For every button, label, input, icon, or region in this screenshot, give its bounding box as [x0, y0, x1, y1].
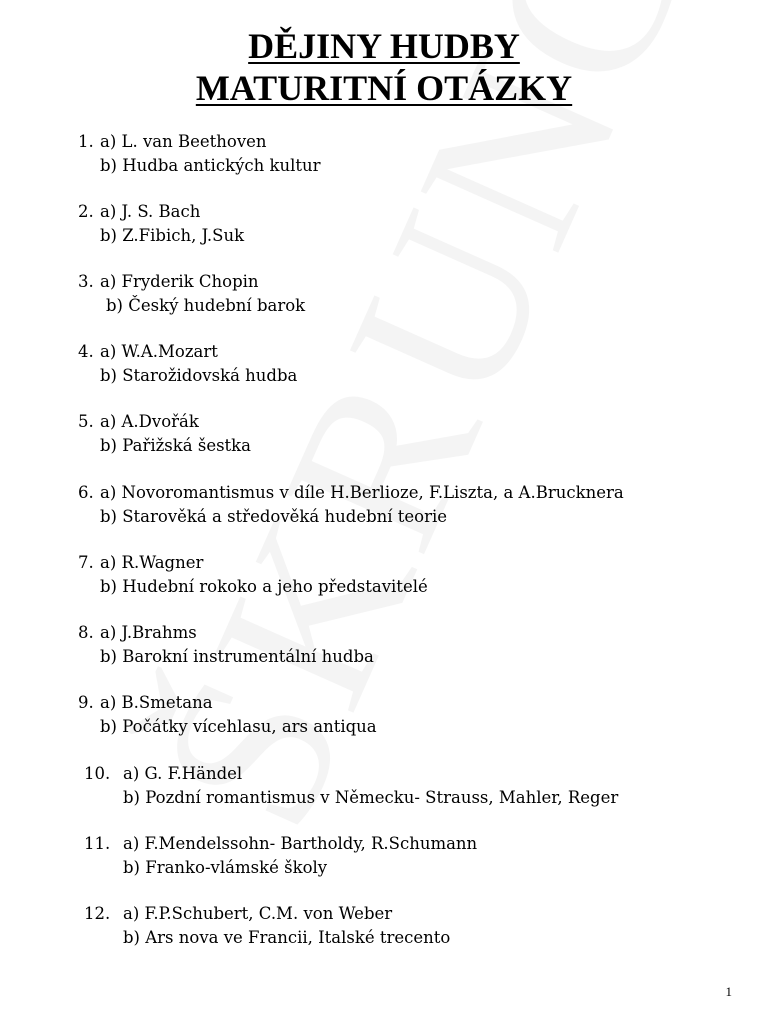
question-part-b: b) Starožidovská hudba	[100, 366, 298, 385]
question-number: 5.	[78, 412, 94, 431]
question-part-a: a) A.Dvořák	[100, 412, 199, 431]
question-part-b: b) Hudební rokoko a jeho představitelé	[100, 577, 428, 596]
question-part-a: a) L. van Beethoven	[100, 132, 267, 151]
question-part-a: a) B.Smetana	[100, 693, 213, 712]
question-part-b: b) Z.Fibich, J.Suk	[100, 226, 245, 245]
question-part-a: a) R.Wagner	[100, 553, 204, 572]
question-number: 12.	[84, 904, 111, 923]
question-part-b: b) Počátky vícehlasu, ars antiqua	[100, 717, 377, 736]
question-number: 4.	[78, 342, 94, 361]
question-part-a: a) G. F.Händel	[123, 764, 243, 783]
question-part-a: a) J.Brahms	[100, 623, 197, 642]
question-part-b: b) Hudba antických kultur	[100, 156, 321, 175]
watermark	[104, 61, 655, 863]
question-part-b: b) Franko-vlámské školy	[123, 858, 328, 877]
question-number: 10.	[84, 764, 111, 783]
question-part-a: a) F.P.Schubert, C.M. von Weber	[123, 904, 393, 923]
question-number: 9.	[78, 693, 94, 712]
question-number: 1.	[78, 132, 94, 151]
question-number: 3.	[78, 272, 94, 291]
question-part-a: a) Fryderik Chopin	[100, 272, 259, 291]
question-part-b: b) Barokní instrumentální hudba	[100, 647, 374, 666]
question-part-b: b) Starověká a středověká hudební teorie	[100, 507, 448, 526]
page-title: DĚJINY HUDBY	[248, 26, 520, 66]
question-number: 8.	[78, 623, 94, 642]
question-part-b: b) Ars nova ve Francii, Italské trecento	[123, 928, 451, 947]
question-number: 6.	[78, 483, 94, 502]
question-part-b: b) Pařižská šestka	[100, 436, 252, 455]
question-number: 2.	[78, 202, 94, 221]
page-number: 1	[725, 984, 732, 999]
question-part-a: a) J. S. Bach	[100, 202, 201, 221]
question-part-a: a) F.Mendelssohn- Bartholdy, R.Schumann	[123, 834, 478, 853]
question-part-b: b) Pozdní romantismus v Německu- Strauss, Mahler, Reger	[123, 788, 619, 807]
question-part-a: a) W.A.Mozart	[100, 342, 218, 361]
question-part-a: a) Novoromantismus v díle H.Berlioze, F.Liszta, a A.Brucknera	[100, 483, 624, 502]
question-part-b: b) Český hudební barok	[106, 296, 306, 315]
question-number: 7.	[78, 553, 94, 572]
page-subtitle: MATURITNÍ OTÁZKY	[195, 68, 573, 108]
question-number: 11.	[84, 834, 111, 853]
